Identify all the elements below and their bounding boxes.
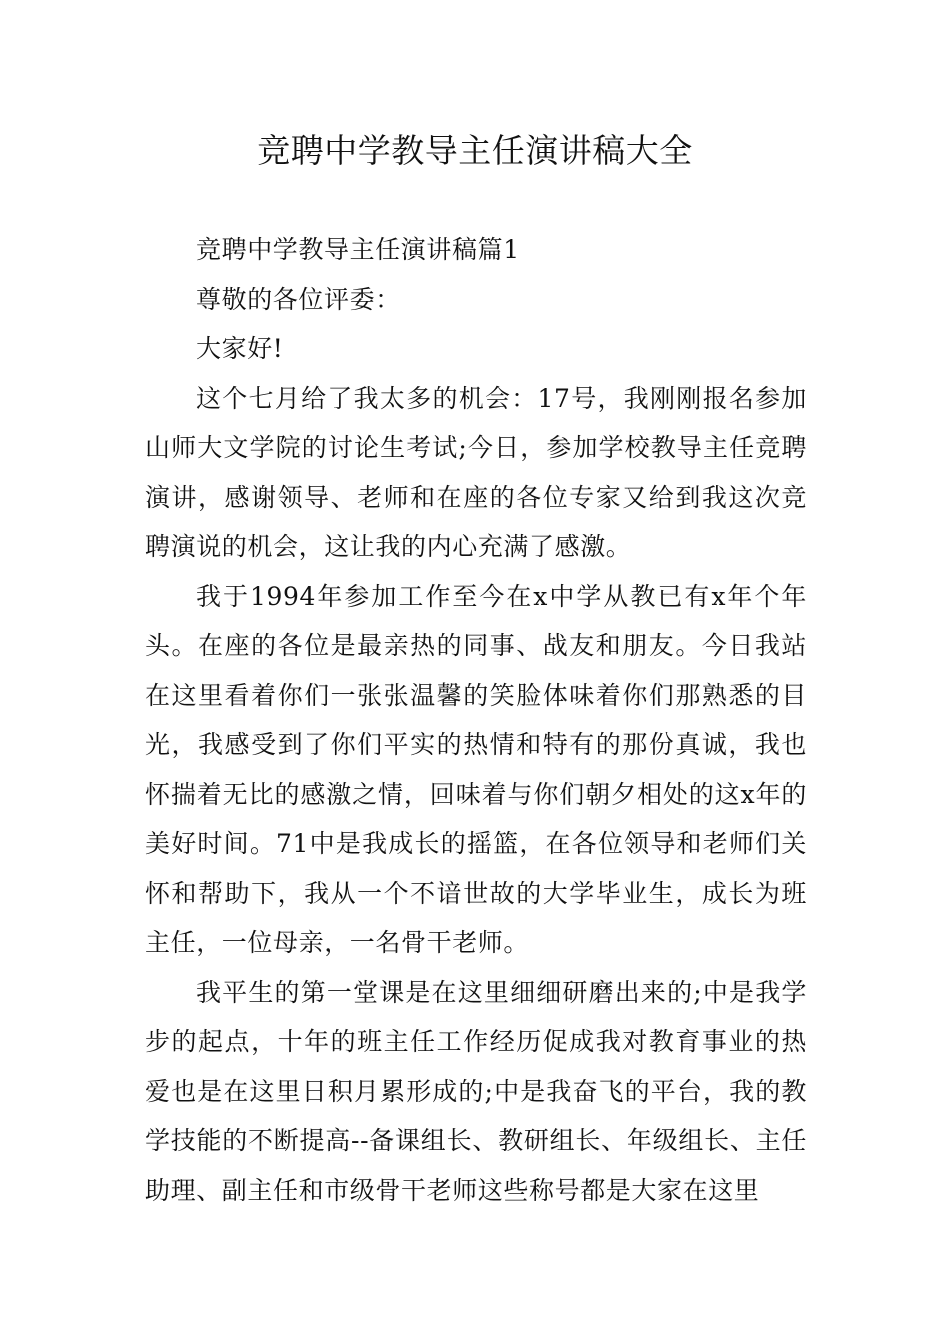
greeting: 大家好! [196, 334, 284, 363]
body-paragraph: 我于1994年参加工作至今在x中学从教已有x年个年头。在座的各位是最亲热的同事、战友和朋友。今日我站在这里看着你们一张张温馨的笑脸体味着你们那熟悉的目光，我感受到了你们平实的热情和特有的那份真诚，我也怀揣着无比的感激之情，回味着与你们朝夕相处的这x年的美好时间。71中是我成长的摇篮，在各位领导和老师们关怀和帮助下，我从一个不谙世故的大学毕业生，成长为班主任，一位母亲，一名骨干老师。 [145, 581, 807, 957]
section-heading: 竞聘中学教导主任演讲稿篇1 [196, 235, 520, 264]
body-paragraph: 我平生的第一堂课是在这里细细研磨出来的;中是我学步的起点，十年的班主任工作经历促成我对教育事业的热爱也是在这里日积月累形成的;中是我奋飞的平台，我的教学技能的不断提高--备课组长、教研组长、年级组长、主任助理、副主任和市级骨干老师这些称号都是大家在这里 [145, 977, 807, 1205]
document-title: 竞聘中学教导主任演讲稿大全 [257, 131, 693, 170]
body-paragraph: 这个七月给了我太多的机会：17号，我刚刚报名参加山师大文学院的讨论生考试;今日，参加学校教导主任竞聘演讲，感谢领导、老师和在座的各位专家又给到我这次竞聘演说的机会，这让我的内心充满了感激。 [145, 383, 807, 561]
salutation: 尊敬的各位评委： [196, 284, 401, 314]
document-body [145, 225, 807, 1215]
